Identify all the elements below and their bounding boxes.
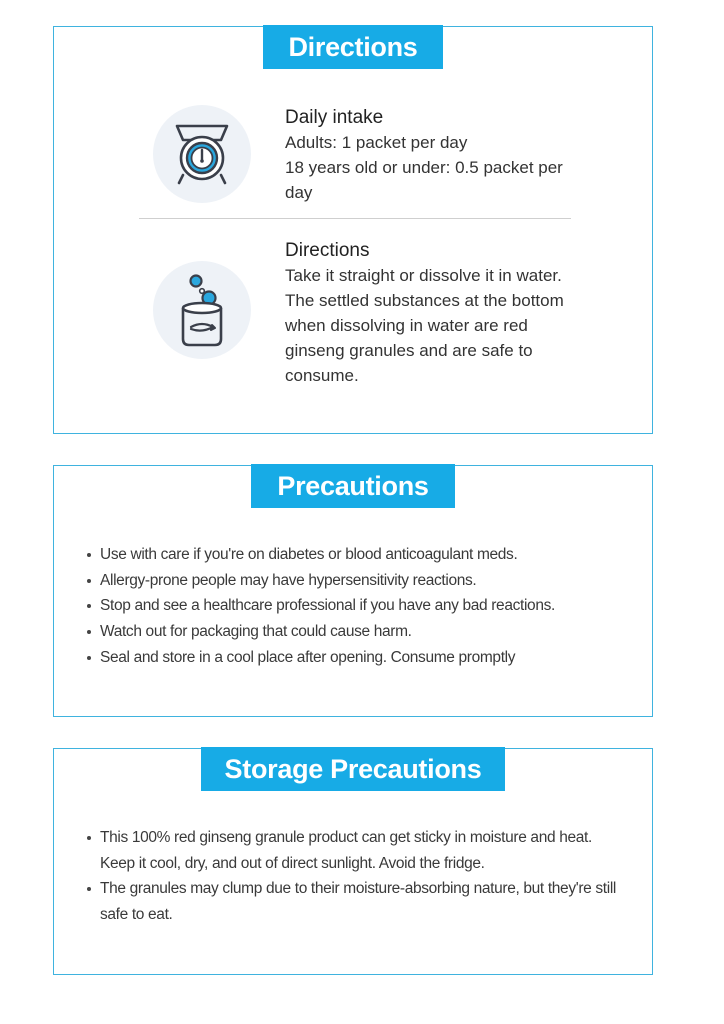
- directions-line: The settled substances at the bottom: [285, 291, 564, 310]
- list-item: Allergy-prone people may have hypersensitivity reactions.: [100, 568, 555, 594]
- precautions-card: [53, 465, 653, 717]
- precautions-list: [82, 542, 555, 671]
- directions-heading: Directions: [285, 240, 370, 261]
- list-item: Watch out for packaging that could cause harm.: [100, 619, 555, 645]
- directions-text: [285, 238, 585, 388]
- list-item: This 100% red ginseng granule product can get sticky in moisture and heat. Keep it cool, dry, and out of direct sunlight. Avoid the fridge.: [100, 825, 620, 876]
- storage-precautions-card: [53, 748, 653, 975]
- precautions-title: Precautions: [251, 464, 455, 508]
- daily-intake-text: [285, 105, 585, 205]
- daily-intake-line: 18 years old or under: 0.5 packet per: [285, 158, 563, 177]
- directions-card: [53, 26, 653, 434]
- dissolve-cup-icon: [153, 261, 251, 359]
- directions-line: ginseng granules and are safe to: [285, 341, 533, 360]
- scale-icon: [153, 105, 251, 203]
- daily-intake-heading: Daily intake: [285, 107, 384, 128]
- dissolve-icon-circle: [153, 261, 251, 359]
- list-item: Stop and see a healthcare professional if you have any bad reactions.: [100, 593, 555, 619]
- scale-icon-circle: [153, 105, 251, 203]
- daily-intake-line: Adults: 1 packet per day: [285, 133, 468, 152]
- directions-line: Take it straight or dissolve it in water.: [285, 266, 562, 285]
- directions-title: Directions: [263, 25, 443, 69]
- directions-line: consume.: [285, 366, 359, 385]
- section-divider: [139, 218, 571, 219]
- directions-line: when dissolving in water are red: [285, 316, 528, 335]
- list-item: Use with care if you're on diabetes or blood anticoagulant meds.: [100, 542, 555, 568]
- storage-precautions-list: [82, 825, 620, 928]
- storage-precautions-title: Storage Precautions: [201, 747, 505, 791]
- daily-intake-line: day: [285, 183, 313, 202]
- list-item: The granules may clump due to their moisture-absorbing nature, but they're still safe to eat.: [100, 876, 620, 927]
- list-item: Seal and store in a cool place after opening. Consume promptly: [100, 645, 555, 671]
